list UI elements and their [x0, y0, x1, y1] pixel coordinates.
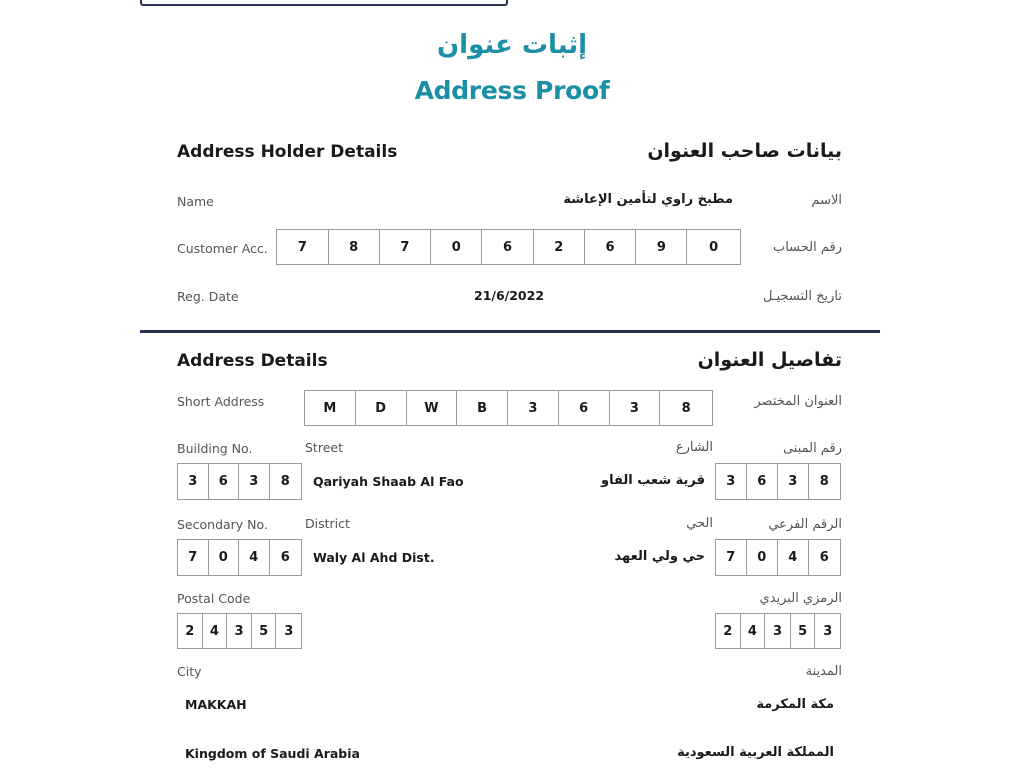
digit-box: 3 [778, 464, 809, 499]
street-label-ar: الشارع [675, 440, 713, 455]
reg-date-label-en: Reg. Date [177, 289, 239, 304]
street-value-en: Qariyah Shaab Al Fao [313, 474, 464, 489]
digit-box: 3 [227, 614, 252, 648]
digit-box: 5 [252, 614, 277, 648]
postal-code-label-en: Postal Code [177, 591, 251, 606]
digit-box: 3 [284, 623, 294, 639]
digit-box: 7 [380, 230, 432, 264]
customer-acc-boxes [276, 229, 741, 265]
digit-box: 7 [716, 540, 747, 575]
name-label-en: Name [177, 194, 214, 209]
digit-box: 3 [178, 464, 209, 499]
customer-acc-label-en: Customer Acc. [177, 241, 268, 256]
digit-box: 3 [823, 623, 833, 639]
digit-box: 0 [709, 239, 719, 255]
digit-box: 5 [791, 614, 816, 648]
city-value-en: MAKKAH [185, 697, 247, 712]
secondary-no-label-ar: الرقم الفرعي [768, 517, 842, 532]
char-box: 8 [681, 400, 691, 416]
char-box: 3 [508, 391, 559, 425]
district-label-en: District [305, 516, 350, 531]
name-label-ar: الاسم [811, 193, 842, 208]
building-no-label-ar: رقم المبنى [782, 441, 842, 456]
digit-box: 4 [778, 540, 809, 575]
district-value-ar: حي ولي العهد [614, 549, 705, 564]
digit-box: 8 [819, 474, 829, 489]
document-title-english: Address Proof [414, 76, 610, 105]
digit-box: 6 [482, 230, 534, 264]
digit-box: 4 [203, 614, 228, 648]
building-no-boxes-en [177, 463, 302, 500]
customer-acc-label-ar: رقم الحساب [772, 240, 842, 255]
char-box: 6 [559, 391, 610, 425]
reg-date-label-ar: تاريخ التسجيـل [762, 289, 842, 304]
city-label-ar: المدينة [805, 664, 842, 679]
char-box: 3 [610, 391, 661, 425]
digit-box: 2 [716, 614, 741, 648]
char-box: W [407, 391, 458, 425]
digit-box: 4 [741, 614, 766, 648]
digit-box: 4 [239, 540, 270, 575]
district-label-ar: الحي [686, 516, 713, 531]
country-value-en: Kingdom of Saudi Arabia [185, 746, 360, 761]
digit-box: 7 [178, 540, 209, 575]
secondary-no-boxes-ar [715, 539, 841, 576]
building-no-boxes-ar [715, 463, 841, 500]
name-value: مطبخ راوي لتأمين الإعاشة [563, 192, 733, 207]
postal-code-boxes-en [177, 613, 302, 649]
street-value-ar: قرية شعب الفاو [601, 473, 705, 488]
short-address-label-ar: العنوان المختصر [754, 394, 842, 409]
holder-section-title-en: Address Holder Details [177, 142, 398, 162]
postal-code-boxes-ar [715, 613, 841, 649]
digit-box: 9 [636, 230, 687, 264]
short-address-boxes [304, 390, 713, 426]
digit-box: 6 [209, 464, 240, 499]
building-no-label-en: Building No. [177, 441, 253, 456]
address-section-title-ar: تفاصيل العنوان [697, 349, 842, 371]
district-value-en: Waly Al Ahd Dist. [313, 550, 435, 565]
reg-date-value: 21/6/2022 [474, 288, 545, 303]
digit-box: 3 [716, 464, 747, 499]
char-box: B [457, 391, 508, 425]
digit-box: 2 [178, 614, 203, 648]
digit-box: 6 [280, 550, 290, 565]
top-frame-edge [140, 0, 508, 6]
digit-box: 6 [819, 550, 829, 565]
city-label-en: City [177, 664, 202, 679]
secondary-no-boxes-en [177, 539, 302, 576]
section-divider [140, 330, 880, 333]
digit-box: 0 [209, 540, 240, 575]
holder-section-title-ar: بيانات صاحب العنوان [647, 140, 842, 162]
digit-box: 6 [747, 464, 779, 499]
city-value-ar: مكة المكرمة [756, 697, 834, 712]
postal-code-label-ar: الرمزي البريدي [759, 591, 842, 606]
digit-box: 8 [329, 230, 380, 264]
digit-box: 3 [239, 464, 270, 499]
document-title-arabic: إثبات عنوان [436, 30, 587, 60]
digit-box: 0 [747, 540, 779, 575]
street-label-en: Street [305, 440, 343, 455]
digit-box: 3 [765, 614, 791, 648]
secondary-no-label-en: Secondary No. [177, 517, 268, 532]
short-address-label-en: Short Address [177, 394, 265, 409]
digit-box: 7 [277, 230, 329, 264]
digit-box: 6 [585, 230, 637, 264]
digit-box: 2 [534, 230, 585, 264]
country-value-ar: المملكة العربية السعودية [677, 745, 834, 760]
address-section-title-en: Address Details [177, 351, 328, 371]
char-box: D [356, 391, 407, 425]
char-box: M [305, 391, 356, 425]
digit-box: 0 [431, 230, 482, 264]
digit-box: 8 [280, 474, 290, 489]
